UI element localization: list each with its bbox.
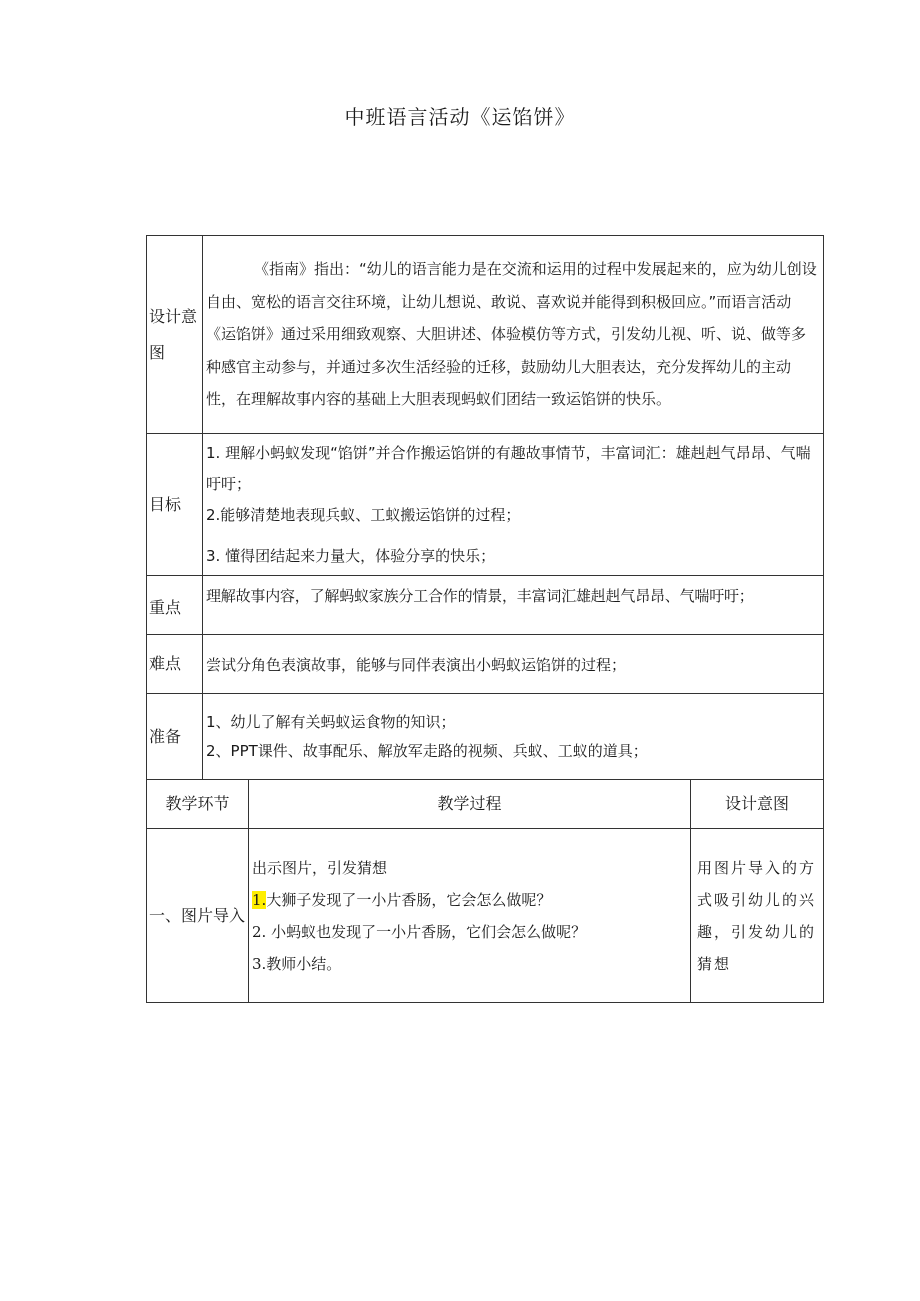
step-row: [147, 829, 824, 1003]
key-point-label: 重点: [147, 576, 203, 635]
goals-label: 目标: [147, 434, 203, 576]
difficulty-row: [147, 635, 824, 694]
step-question-1-number: 1.: [252, 890, 267, 909]
step-intro: 出示图片，引发猜想: [252, 858, 388, 877]
table-header-row: [147, 780, 824, 829]
key-point-row: [147, 576, 824, 635]
header-teaching-process: 教学过程: [249, 780, 691, 829]
step-question-1-text: 大狮子发现了一小片香肠，它会怎么做呢？: [266, 890, 552, 909]
goals-cell: [203, 434, 824, 576]
key-point-text: 理解故事内容，了解蚂蚁家族分工合作的情景，丰富词汇雄赳赳气昂昂、气喘吁吁；: [203, 576, 824, 635]
prep-cell: [203, 694, 824, 780]
difficulty-text: 尝试分角色表演故事，能够与同伴表演出小蚂蚁运馅饼的过程；: [203, 635, 824, 694]
prep-label: 准备: [147, 694, 203, 780]
header-teaching-stage: 教学环节: [147, 780, 249, 829]
header-design-intent: 设计意图: [691, 780, 824, 829]
design-intent-cell: [203, 236, 824, 434]
prep-item: 1、幼儿了解有关蚂蚁运食物的知识；: [206, 712, 456, 731]
design-intent-label: 设计意图: [147, 236, 203, 434]
goals-row: [147, 434, 824, 576]
design-intent-text: 《指南》指出：“幼儿的语言能力是在交流和运用的过程中发展起来的，应为幼儿创设自由、宽松的语言交往环境，让幼儿想说、敢说、喜欢说并能得到积极回应。”而语言活动《运馅饼》通过采用细致观察、大胆讲述、体验模仿等方式，引发幼儿视、听、说、做等多种感官主动参与，并通过多次生活经验的迁移，鼓励幼儿大胆表达，充分发挥幼儿的主动性，在理解故事内容的基础上大胆表现蚂蚁们团结一致运馅饼的快乐。: [206, 260, 817, 409]
difficulty-label: 难点: [147, 635, 203, 694]
goal-item: 2.能够清楚地表现兵蚁、工蚁搬运馅饼的过程；: [206, 505, 521, 524]
step-question-2: 2. 小蚂蚁也发现了一小片香肠，它们会怎么做呢？: [252, 922, 587, 941]
prep-row: [147, 694, 824, 780]
step-design-intent: 用图片导入的方式吸引幼儿的兴趣，引发幼儿的猜想: [691, 829, 824, 1003]
step-process-cell: [249, 829, 691, 1003]
step-summary: 3.教师小结。: [252, 954, 342, 973]
goal-item: 3. 懂得团结起来力量大，体验分享的快乐；: [206, 546, 496, 565]
step-name: 一、图片导入: [147, 829, 249, 1003]
page-title: 中班语言活动《运馅饼》: [344, 105, 576, 129]
goal-item: 1. 理解小蚂蚁发现“馅饼”并合作搬运馅饼的有趣故事情节，丰富词汇：雄赳赳气昂昂、气喘吁吁；: [206, 443, 811, 493]
design-intent-row: [147, 236, 824, 434]
step-question-1: [252, 884, 686, 916]
lesson-plan-table: [146, 235, 824, 1003]
prep-item: 2、PPT课件、故事配乐、解放军走路的视频、兵蚁、工蚁的道具；: [206, 741, 648, 760]
